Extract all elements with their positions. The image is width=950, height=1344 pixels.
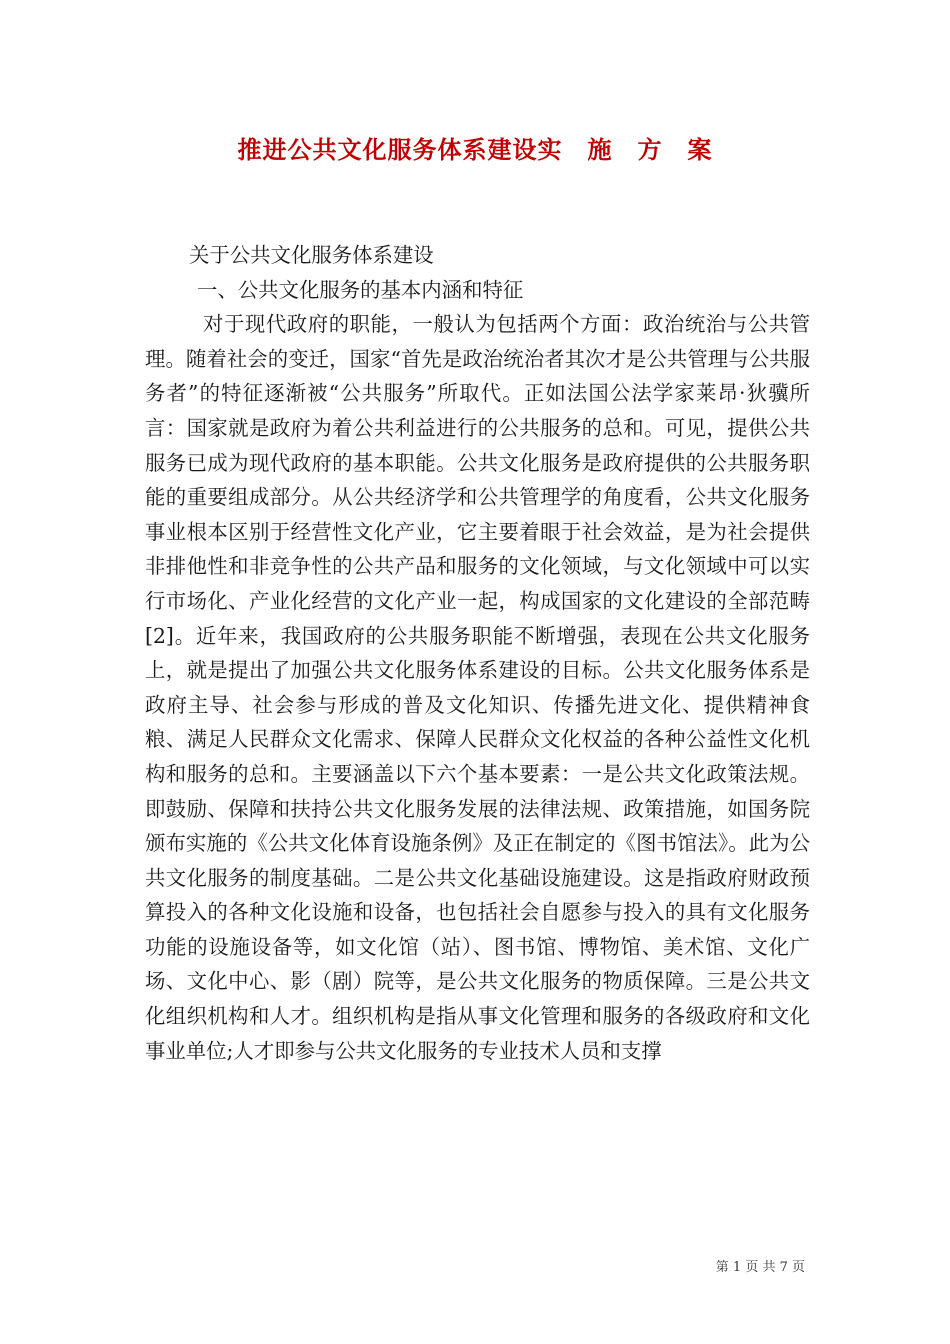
page-number: 第 1 页 共 7 页	[715, 1260, 805, 1275]
section-heading: 一、公共文化服务的基本内涵和特征	[197, 277, 524, 302]
document-body	[145, 238, 810, 1068]
intro-line: 关于公共文化服务体系建设	[189, 243, 434, 267]
body-paragraph: 对于现代政府的职能，一般认为包括两个方面：政治统治与公共管理。随着社会的变迁，国家“首先是政治统治者其次才是公共管理与公共服务者”的特征逐渐被“公共服务”所取代。正如法国公法学家莱昂·狄骥所言：国家就是政府为着公共利益进行的公共服务的总和。可见，提供公共服务已成为现代政府的基本职能。公共文化服务是政府提供的公共服务职能的重要组成部分。从公共经济学和公共管理学的角度看，公共文化服务事业根本区别于经营性文化产业，它主要着眼于社会效益，是为社会提供非排他性和非竞争性的公共产品和服务的文化领域，与文化领域中可以实行市场化、产业化经营的文化产业一起，构成国家的文化建设的全部范畴[2]。近年来，我国政府的公共服务职能不断增强，表现在公共文化服务上，就是提出了加强公共文化服务体系建设的目标。公共文化服务体系是政府主导、社会参与形成的普及文化知识、传播先进文化、提供精神食粮、满足人民群众文化需求、保障人民群众文化权益的各种公益性文化机构和服务的总和。主要涵盖以下六个基本要素：一是公共文化政策法规。即鼓励、保障和扶持公共文化服务发展的法律法规、政策措施，如国务院颁布实施的《公共文化体育设施条例》及正在制定的《图书馆法》。此为公共文化服务的制度基础。二是公共文化基础设施建设。这是指政府财政预算投入的各种文化设施和设备，也包括社会自愿参与投入的具有文化服务功能的设施设备等，如文化馆（站）、图书馆、博物馆、美术馆、文化广场、文化中心、影（剧）院等，是公共文化服务的物质保障。三是公共文化组织机构和人才。组织机构是指从事文化管理和服务的各级政府和文化事业单位;人才即参与公共文化服务的专业技术人员和支撑	[145, 312, 810, 1063]
document-title: 推进公共文化服务体系建设实 施 方 案	[237, 135, 713, 164]
